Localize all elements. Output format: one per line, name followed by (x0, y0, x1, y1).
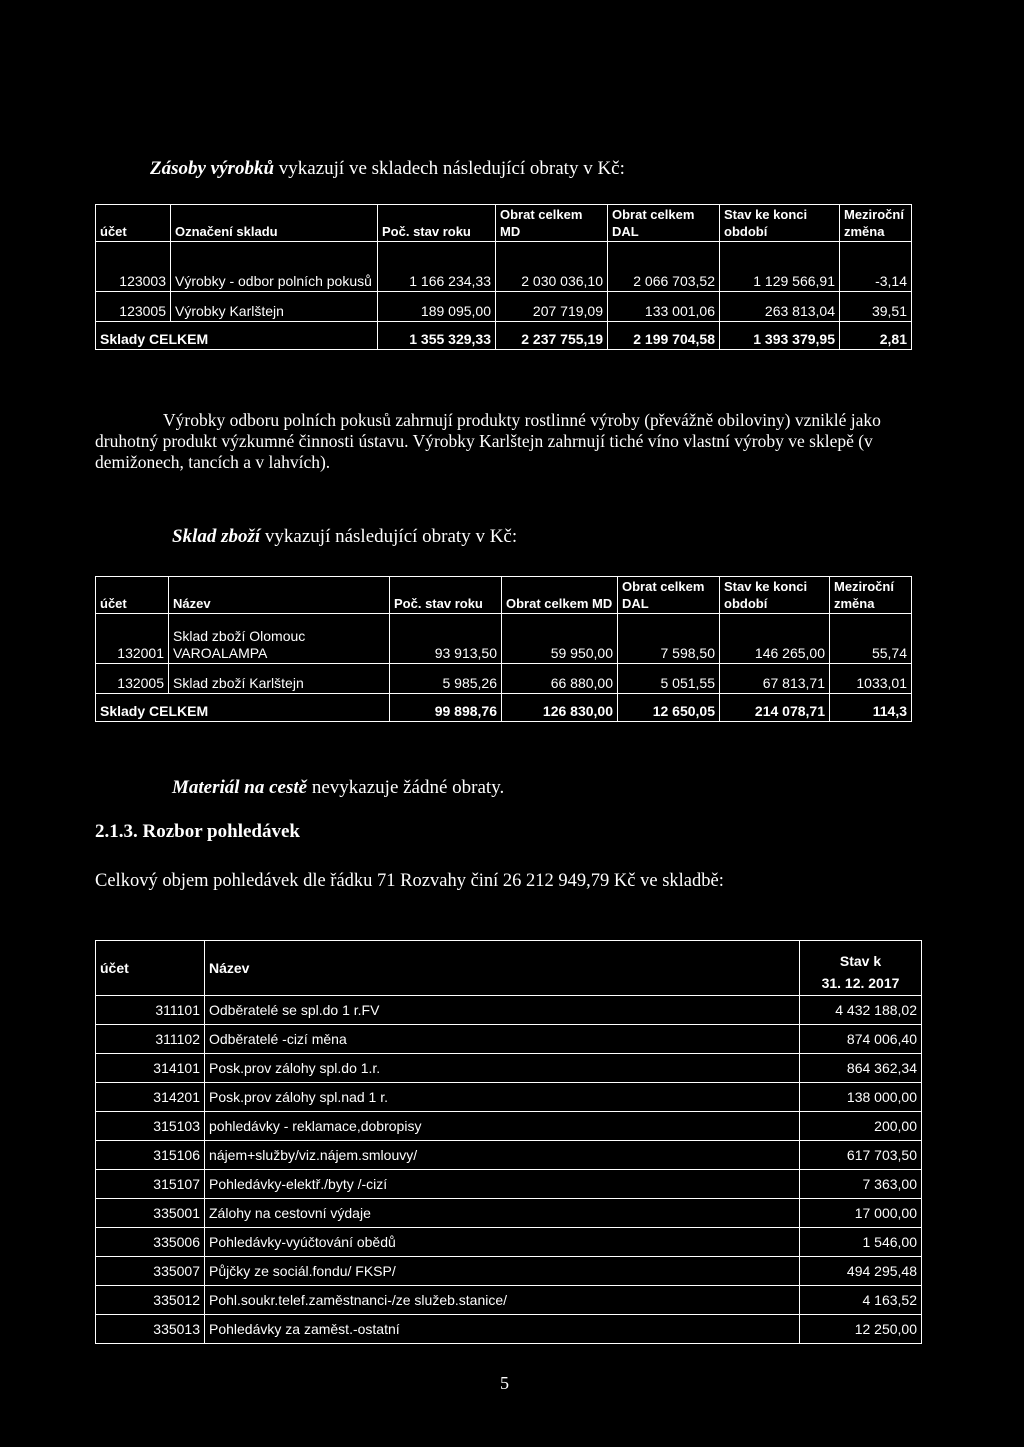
receivables-body (96, 996, 922, 1344)
cell-ucet: 335001 (96, 1199, 205, 1228)
header-obrat-dal: Obrat celkem DAL (608, 205, 720, 242)
cell-ucet: 311102 (96, 1025, 205, 1054)
cell-stav: 874 006,40 (800, 1025, 922, 1054)
material-rest: nevykazuje žádné obraty. (307, 777, 505, 798)
header-mezirocni: Meziroční změna (830, 577, 912, 614)
cell-stav-konec: 146 265,00 (720, 614, 830, 664)
cell-ucet: 315107 (96, 1170, 205, 1199)
cell-obrat-dal: 5 051,55 (618, 664, 720, 694)
header-nazev: Název (169, 577, 390, 614)
cell-ucet: 315106 (96, 1141, 205, 1170)
cell-name: Výrobky - odbor polních pokusů (171, 242, 378, 292)
cell-poc-stav: 5 985,26 (390, 664, 502, 694)
table-row (96, 1112, 922, 1141)
total-label: Sklady CELKEM (96, 694, 390, 722)
section2-title-rest: vykazují následující obraty v Kč: (260, 526, 518, 547)
cell-name: nájem+služby/viz.nájem.smlouvy/ (205, 1141, 800, 1170)
total-obrat-dal: 12 650,05 (618, 694, 720, 722)
total-mezirocni: 2,81 (840, 322, 912, 350)
cell-name: Půjčky ze sociál.fondu/ FKSP/ (205, 1257, 800, 1286)
cell-name: Odběratelé -cizí měna (205, 1025, 800, 1054)
cell-ucet: 335013 (96, 1315, 205, 1344)
cell-obrat-md: 66 880,00 (502, 664, 618, 694)
table-row (96, 664, 912, 694)
cell-obrat-dal: 2 066 703,52 (608, 242, 720, 292)
cell-mezirocni: 1033,01 (830, 664, 912, 694)
header-obrat-md: Obrat celkem MD (496, 205, 608, 242)
inventory-products-table (95, 204, 912, 350)
total-mezirocni: 114,3 (830, 694, 912, 722)
total-obrat-md: 2 237 755,19 (496, 322, 608, 350)
header-date: 31. 12. 2017 (821, 975, 900, 991)
cell-mezirocni: -3,14 (840, 242, 912, 292)
cell-ucet: 314201 (96, 1083, 205, 1112)
table-row (96, 1315, 922, 1344)
material-line (172, 777, 504, 799)
cell-stav-konec: 1 129 566,91 (720, 242, 840, 292)
total-obrat-dal: 2 199 704,58 (608, 322, 720, 350)
cell-name: pohledávky - reklamace,dobropisy (205, 1112, 800, 1141)
cell-obrat-md: 2 030 036,10 (496, 242, 608, 292)
table-row (96, 1228, 922, 1257)
table-row (96, 1083, 922, 1112)
cell-poc-stav: 189 095,00 (378, 292, 496, 322)
cell-name: Pohledávky-vyúčtování obědů (205, 1228, 800, 1257)
header-stav-konec: Stav ke konci období (720, 577, 830, 614)
page-number: 5 (500, 1373, 509, 1393)
cell-ucet: 132001 (96, 614, 169, 664)
cell-obrat-md: 207 719,09 (496, 292, 608, 322)
material-italic: Materiál na cestě (172, 777, 308, 798)
receivables-table (95, 940, 922, 1344)
cell-ucet: 132005 (96, 664, 169, 694)
cell-ucet: 314101 (96, 1054, 205, 1083)
cell-name: Odběratelé se spl.do 1 r.FV (205, 996, 800, 1025)
header-poc-stav: Poč. stav roku (378, 205, 496, 242)
products-description: Výrobky odboru polních pokusů zahrnují produkty rostlinné výroby (převážně obiloviny) vzniklé jako druhotný produkt výzkumné činnosti ústavu. Výrobky Karlštejn zahrnují tiché víno vlastní výroby ve sklepě (v demižonech, tancích a v lahvích). (95, 410, 881, 472)
cell-obrat-dal: 7 598,50 (618, 614, 720, 664)
cell-name: Posk.prov zálohy spl.do 1.r. (205, 1054, 800, 1083)
cell-name: Sklad zboží Karlštejn (169, 664, 390, 694)
cell-poc-stav: 1 166 234,33 (378, 242, 496, 292)
table-row (96, 1141, 922, 1170)
table-row (96, 614, 912, 664)
header-stav-k: Stav k (839, 953, 882, 969)
table-row (96, 1025, 922, 1054)
cell-stav-konec: 67 813,71 (720, 664, 830, 694)
cell-stav: 12 250,00 (800, 1315, 922, 1344)
cell-obrat-dal: 133 001,06 (608, 292, 720, 322)
cell-stav: 138 000,00 (800, 1083, 922, 1112)
cell-mezirocni: 39,51 (840, 292, 912, 322)
section-heading: 2.1.3. Rozbor pohledávek (95, 821, 300, 842)
total-obrat-md: 126 830,00 (502, 694, 618, 722)
table-header-row (96, 205, 912, 242)
table-row (96, 1199, 922, 1228)
cell-ucet: 335006 (96, 1228, 205, 1257)
cell-name: Pohledávky za zaměst.-ostatní (205, 1315, 800, 1344)
table-row (96, 242, 912, 292)
cell-ucet: 123005 (96, 292, 171, 322)
goods-warehouse-table (95, 576, 912, 722)
table-row (96, 1286, 922, 1315)
header-ucet: účet (96, 205, 171, 242)
cell-stav: 617 703,50 (800, 1141, 922, 1170)
cell-stav: 17 000,00 (800, 1199, 922, 1228)
section1-title-rest: vykazují ve skladech následující obraty v Kč: (274, 158, 625, 179)
cell-stav: 1 546,00 (800, 1228, 922, 1257)
header-nazev: Název (205, 941, 800, 996)
header-stav (800, 941, 922, 996)
header-obrat-md: Obrat celkem MD (502, 577, 618, 614)
receivables-intro: Celkový objem pohledávek dle řádku 71 Rozvahy činí 26 212 949,79 Kč ve skladbě: (95, 871, 724, 891)
header-ucet: účet (96, 941, 205, 996)
cell-stav: 4 163,52 (800, 1286, 922, 1315)
total-row (96, 322, 912, 350)
table-header-row (96, 577, 912, 614)
section1-title (150, 158, 625, 180)
cell-mezirocni: 55,74 (830, 614, 912, 664)
section2-title-italic: Sklad zboží (172, 526, 261, 547)
cell-ucet: 335007 (96, 1257, 205, 1286)
header-stav-konec: Stav ke konci období (720, 205, 840, 242)
table-row (96, 292, 912, 322)
cell-name: Sklad zboží Olomouc VAROALAMPA (169, 614, 390, 664)
header-obrat-dal: Obrat celkem DAL (618, 577, 720, 614)
cell-name: Zálohy na cestovní výdaje (205, 1199, 800, 1228)
total-stav-konec: 1 393 379,95 (720, 322, 840, 350)
section2-title (172, 526, 517, 548)
table-header-row (96, 941, 922, 996)
cell-stav-konec: 263 813,04 (720, 292, 840, 322)
table-row (96, 1257, 922, 1286)
cell-ucet: 311101 (96, 996, 205, 1025)
table-row (96, 996, 922, 1025)
cell-stav: 4 432 188,02 (800, 996, 922, 1025)
cell-stav: 864 362,34 (800, 1054, 922, 1083)
cell-name: Výrobky Karlštejn (171, 292, 378, 322)
cell-ucet: 335012 (96, 1286, 205, 1315)
cell-name: Pohl.soukr.telef.zaměstnanci-/ze služeb.stanice/ (205, 1286, 800, 1315)
section1-title-italic: Zásoby výrobků (150, 158, 275, 179)
total-poc-stav: 99 898,76 (390, 694, 502, 722)
table-row (96, 1054, 922, 1083)
cell-stav: 7 363,00 (800, 1170, 922, 1199)
table-row (96, 1170, 922, 1199)
header-ucet: účet (96, 577, 169, 614)
header-poc-stav: Poč. stav roku (390, 577, 502, 614)
header-oznaceni: Označení skladu (171, 205, 378, 242)
cell-ucet: 123003 (96, 242, 171, 292)
total-poc-stav: 1 355 329,33 (378, 322, 496, 350)
cell-stav: 494 295,48 (800, 1257, 922, 1286)
cell-stav: 200,00 (800, 1112, 922, 1141)
header-mezirocni: Meziroční změna (840, 205, 912, 242)
total-label: Sklady CELKEM (96, 322, 378, 350)
cell-name: Posk.prov zálohy spl.nad 1 r. (205, 1083, 800, 1112)
total-stav-konec: 214 078,71 (720, 694, 830, 722)
cell-ucet: 315103 (96, 1112, 205, 1141)
cell-obrat-md: 59 950,00 (502, 614, 618, 664)
cell-name: Pohledávky-elektř./byty /-cizí (205, 1170, 800, 1199)
cell-poc-stav: 93 913,50 (390, 614, 502, 664)
total-row (96, 694, 912, 722)
